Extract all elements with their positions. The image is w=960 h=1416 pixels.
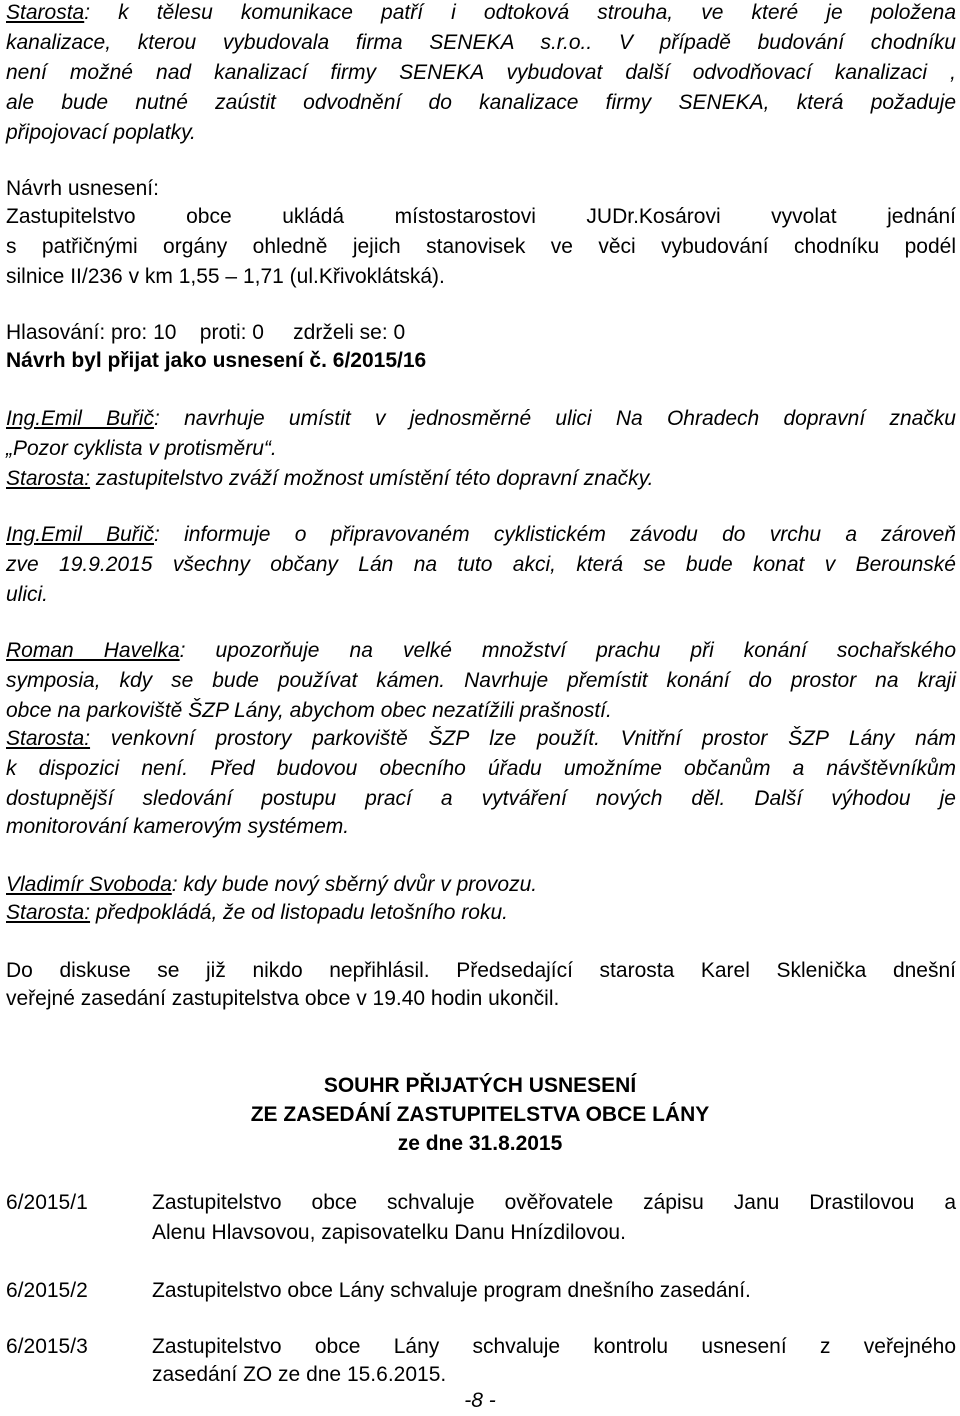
p4-reply-line-2: k dispozici není. Před budovou obecního úřadu umožníme občanům a návštěvníkům — [6, 757, 956, 780]
p5-reply: Starosta: předpokládá, že od listopadu letošního roku. — [6, 901, 508, 924]
resolution-text-line-1: Zastupitelstvo obce Lány schvaluje program dnešního zasedání. — [152, 1279, 751, 1302]
resolution-text-line-2: zasedání ZO ze dne 15.6.2015. — [152, 1363, 447, 1386]
speaker-name: Starosta: — [6, 467, 91, 490]
closing-line-1: Do diskuse se již nikdo nepřihlásil. Předsedající starosta Karel Sklenička dnešní — [6, 959, 956, 982]
speaker-name: Starosta: — [6, 727, 91, 750]
resolution-number: 6/2015/2 — [6, 1279, 88, 1302]
p1-line-3: není možné nad kanalizací firmy SENEKA vybudovat další odvodňovací kanalizaci , — [6, 61, 956, 84]
proposal-line-2: s patřičnými orgány ohledně jejich stanovisek ve věci vybudování chodníku podél — [6, 235, 956, 258]
speaker-name: Ing.Emil Buřič — [6, 407, 154, 430]
speaker-name: Starosta: — [6, 901, 91, 924]
p2-line-1: Ing.Emil Buřič: navrhuje umístit v jednosměrné ulici Na Ohradech dopravní značku — [6, 407, 956, 430]
resolution-text-line-2: Alenu Hlavsovou, zapisovatelku Danu Hnízdilovou. — [152, 1221, 626, 1244]
p1-line-4: ale bude nutné zaústit odvodnění do kanalizace firmy SENEKA, která požaduje — [6, 91, 956, 114]
resolution-number: 6/2015/3 — [6, 1335, 88, 1358]
p2-line-2: „Pozor cyklista v protisměru“. — [6, 437, 277, 460]
proposal-line-1: Zastupitelstvo obce ukládá místostarostovi JUDr.Kosárovi vyvolat jednání — [6, 205, 956, 228]
summary-title-2: ZE ZASEDÁNÍ ZASTUPITELSTVA OBCE LÁNY — [250, 1103, 710, 1126]
summary-title-1: SOUHR PŘIJATÝCH USNESENÍ — [323, 1074, 637, 1097]
p4-line-3: obce na parkoviště ŠZP Lány, abychom obec nezatížili prašností. — [6, 699, 612, 722]
p1-line-2: kanalizace, kterou vybudovala firma SENEKA s.r.o.. V případě budování chodníku — [6, 31, 956, 54]
vote-result: Hlasování: pro: 10 proti: 0 zdrželi se: 0 — [6, 321, 406, 344]
p4-line-1: Roman Havelka: upozorňuje na velké množství prachu při konání sochařského — [6, 639, 956, 662]
proposal-line-3: silnice II/236 v km 1,55 – 1,71 (ul.Křivoklátská). — [6, 265, 445, 288]
p2-reply: Starosta: zastupitelstvo zváží možnost umístění této dopravní značky. — [6, 467, 654, 490]
resolution-text-line-1: Zastupitelstvo obce schvaluje ověřovatele zápisu Janu Drastilovou a — [152, 1191, 956, 1214]
proposal-heading: Návrh usnesení: — [6, 177, 159, 200]
resolution-text-line-1: Zastupitelstvo obce Lány schvaluje kontrolu usnesení z veřejného — [152, 1335, 956, 1358]
p4-reply-line-1: Starosta: venkovní prostory parkoviště ŠZP lze použít. Vnitřní prostor ŠZP Lány nám — [6, 727, 956, 750]
resolution-number: 6/2015/1 — [6, 1191, 88, 1214]
speaker-name: Roman Havelka — [6, 639, 180, 662]
page-number: -8 - — [464, 1389, 496, 1412]
closing-line-2: veřejné zasedání zastupitelstva obce v 19.40 hodin ukončil. — [6, 987, 560, 1010]
speaker-name: Starosta — [6, 1, 85, 24]
p1-line-5: připojovací poplatky. — [6, 121, 196, 144]
p4-reply-line-4: monitorování kamerovým systémem. — [6, 815, 350, 838]
resolution-adopted: Návrh byl přijat jako usnesení č. 6/2015/16 — [6, 349, 427, 372]
p3-line-1: Ing.Emil Buřič: informuje o připravovaném cyklistickém závodu do vrchu a zároveň — [6, 523, 956, 546]
p4-line-2: symposia, kdy se bude používat kámen. Navrhuje přemístit konání do prostor na kraji — [6, 669, 956, 692]
p3-line-2: zve 19.9.2015 všechny občany Lán na tuto akci, která se bude konat v Berounské — [6, 553, 956, 576]
speaker-name: Ing.Emil Buřič — [6, 523, 154, 546]
p5-line-1: Vladimír Svoboda: kdy bude nový sběrný dvůr v provozu. — [6, 873, 538, 896]
p1-line-1: Starosta: k tělesu komunikace patří i odtoková strouha, ve které je položena — [6, 1, 956, 24]
summary-title-3: ze dne 31.8.2015 — [397, 1132, 563, 1155]
p4-reply-line-3: dostupnější sledování postupu prací a vytváření nových děl. Další výhodou je — [6, 787, 956, 810]
speaker-name: Vladimír Svoboda — [6, 873, 172, 896]
p3-line-3: ulici. — [6, 583, 49, 606]
